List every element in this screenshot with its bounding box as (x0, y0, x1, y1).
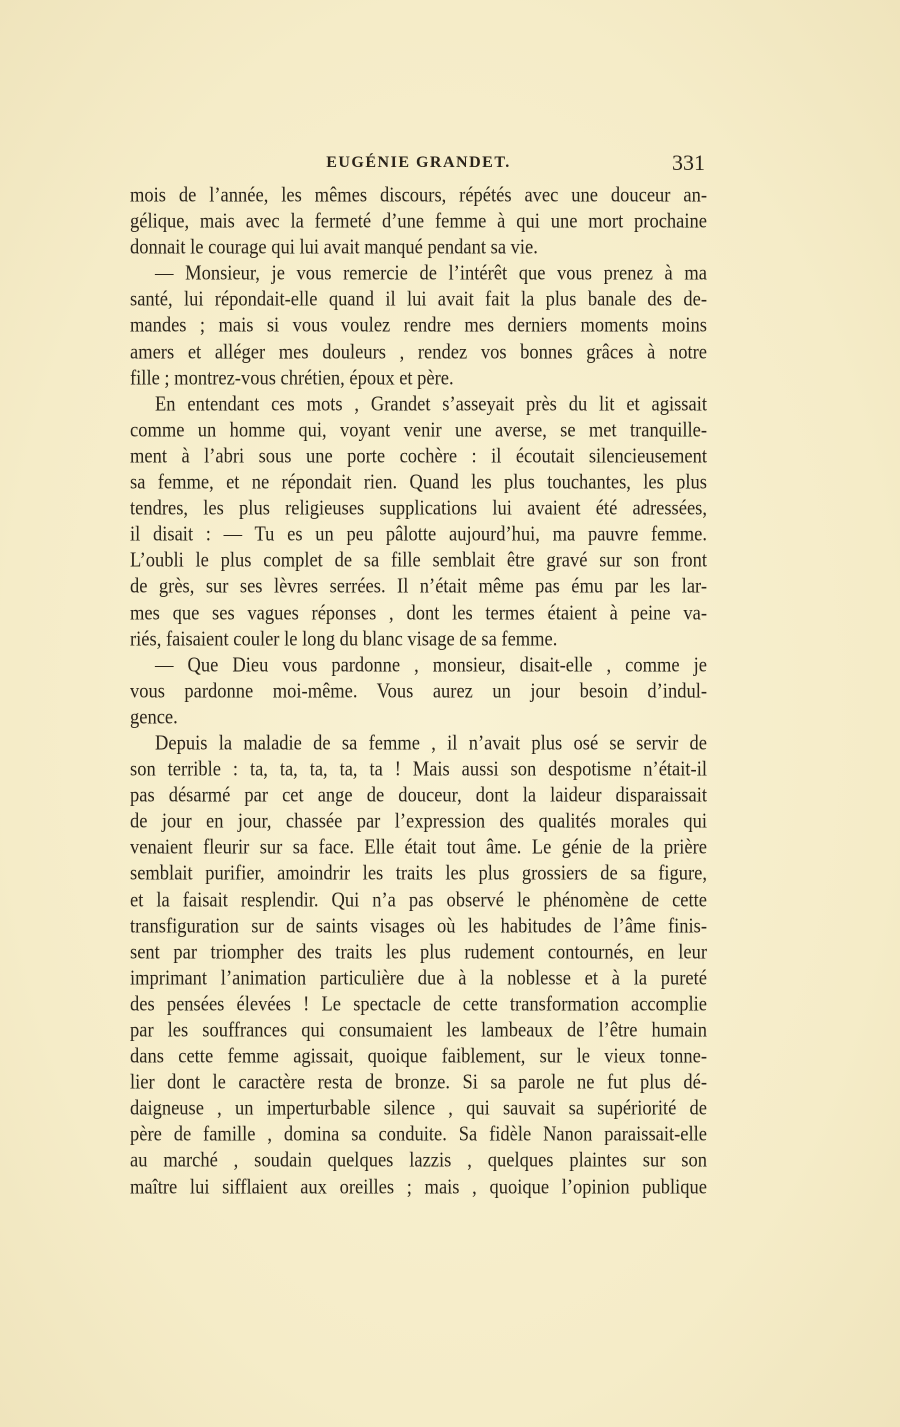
text-line: En entendant ces mots , Grandet s’asseyait près du lit et agissait (155, 393, 707, 416)
text-line: tendres, les plus religieuses supplications lui avaient été adressées, (130, 497, 707, 521)
text-line: il disait : — Tu es un peu pâlotte aujourd’hui, ma pauvre femme. (130, 524, 707, 547)
text-line: mois de l’année, les mêmes discours, répétés avec une douceur an- (130, 184, 707, 208)
text-line: venaient fleurir sur sa face. Elle était tout âme. Le génie de la prière (130, 837, 707, 860)
body-text (130, 183, 707, 1201)
text-line: maître lui sifflaient aux oreilles ; mais , quoique l’opinion publique (130, 1176, 707, 1199)
text-line: santé, lui répondait-elle quand il lui avait fait la plus banale des de- (130, 289, 707, 312)
text-line: daigneuse , un imperturbable silence , qui sauvait sa supériorité de (130, 1098, 707, 1121)
text-line: gélique, mais avec la fermeté d’une femme à qui une mort prochaine (130, 210, 707, 234)
page-header (130, 150, 707, 180)
text-line: comme un homme qui, voyant venir une averse, se met tranquille- (130, 419, 707, 443)
text-line: et la faisait resplendir. Qui n’a pas observé le phénomène de cette (130, 889, 707, 912)
text-line: mes que ses vagues réponses , dont les termes étaient à peine va- (130, 602, 707, 625)
paragraph (130, 261, 707, 391)
paragraph (130, 653, 707, 731)
text-line: — Que Dieu vous pardonne , monsieur, disait-elle , comme je (155, 654, 707, 677)
text-line: de jour en jour, chassée par l’expression des qualités morales qui (130, 811, 707, 834)
text-line: amers et alléger mes douleurs , rendez vos bonnes grâces à notre (130, 341, 707, 364)
text-line: père de famille , domina sa conduite. Sa fidèle Nanon paraissait-elle (130, 1124, 707, 1147)
text-line: riés, faisaient couler le long du blanc visage de sa femme. (130, 628, 558, 651)
text-line: dans cette femme agissait, quoique faiblement, sur le vieux tonne- (130, 1045, 707, 1069)
paragraph (130, 731, 707, 1201)
text-line: pas désarmé par cet ange de douceur, dont la laideur disparaissait (130, 784, 707, 808)
text-line: au marché , soudain quelques lazzis , quelques plaintes sur son (130, 1150, 707, 1173)
paragraph (130, 392, 707, 653)
text-line: semblait purifier, amoindrir les traits les plus grossiers de sa figure, (130, 863, 707, 886)
page-number: 331 (672, 150, 705, 175)
text-line: ment à l’abri sous une porte cochère : il écoutait silencieusement (130, 445, 707, 469)
text-line: Depuis la maladie de sa femme , il n’avait plus osé se servir de (155, 732, 707, 756)
text-line: — Monsieur, je vous remercie de l’intérêt que vous prenez à ma (155, 263, 707, 286)
text-line: son terrible : ta, ta, ta, ta, ta ! Mais aussi son despotisme n’était-il (130, 758, 707, 782)
text-line: fille ; montrez-vous chrétien, époux et père. (130, 367, 454, 390)
text-line: sa femme, et ne répondait rien. Quand les plus touchantes, les plus (130, 471, 707, 495)
text-line: de grès, sur ses lèvres serrées. Il n’était même pas ému par les lar- (130, 576, 707, 599)
text-line: sent par triompher des traits les plus rudement contournés, en leur (130, 941, 707, 964)
paragraph (130, 183, 707, 261)
text-line: imprimant l’animation particulière due à la noblesse et à la pureté (130, 967, 707, 991)
text-line: lier dont le caractère resta de bronze. Si sa parole ne fut plus dé- (130, 1071, 707, 1095)
text-line: donnait le courage qui lui avait manqué pendant sa vie. (130, 236, 538, 260)
text-line: transfiguration sur de saints visages où les habitudes de l’âme finis- (130, 915, 707, 938)
text-line: gence. (130, 706, 178, 730)
text-line: des pensées élevées ! Le spectacle de cette transformation accomplie (130, 993, 707, 1017)
text-line: L’oubli le plus complet de sa fille semblait être gravé sur son front (130, 550, 707, 573)
running-title: EUGÉNIE GRANDET. (326, 154, 511, 171)
text-line: vous pardonne moi-même. Vous aurez un jour besoin d’indul- (130, 680, 707, 703)
text-line: par les souffrances qui consumaient les lambeaux de l’être humain (130, 1019, 707, 1043)
text-line: mandes ; mais si vous voulez rendre mes derniers moments moins (130, 315, 707, 338)
